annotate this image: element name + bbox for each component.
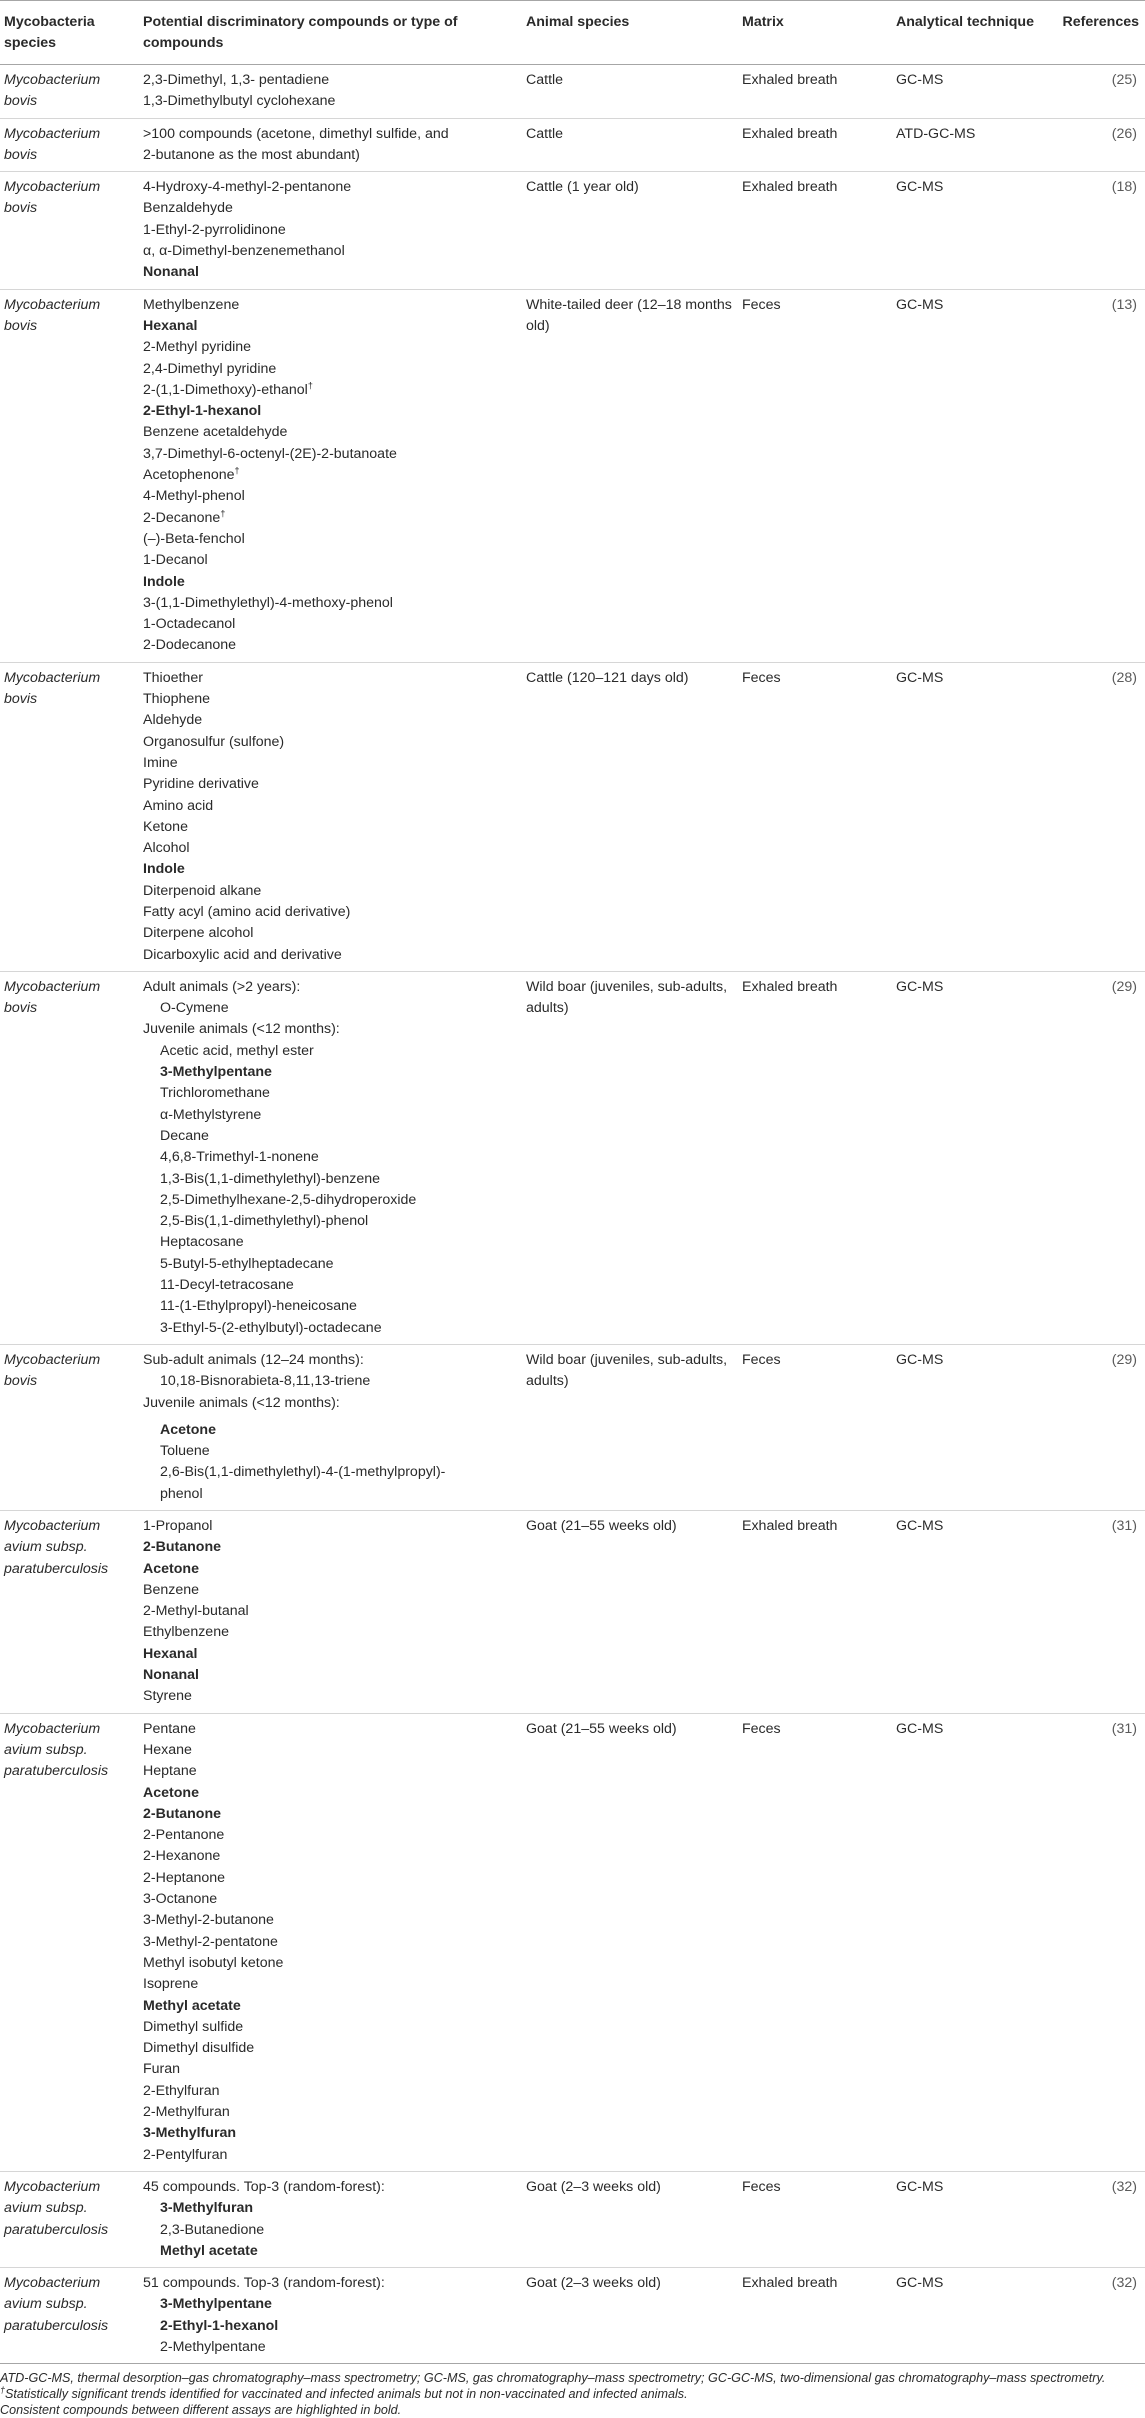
compound: 4,6,8-Trimethyl-1-nonene [160, 1149, 319, 1166]
species-cell: Mycobacterium bovis [0, 289, 139, 662]
technique-cell: GC-MS [892, 2268, 1045, 2364]
compound: Hexane [143, 1741, 192, 1758]
compound-highlighted: 3-Methylpentane [160, 1064, 272, 1081]
compound-highlighted: 2-Butanone [143, 1805, 222, 1822]
compound: 3,7-Dimethyl-6-octenyl-(2E)-2-butanoate [143, 445, 397, 462]
matrix-cell: Exhaled breath [738, 2268, 892, 2364]
compound-highlighted: Indole [143, 861, 185, 878]
compound: Acetophenone† [143, 465, 240, 484]
compound: Dimethyl disulfide [143, 2040, 255, 2057]
compound-highlighted: 2-Ethyl-1-hexanol [160, 2317, 279, 2334]
compound: Styrene [143, 1688, 192, 1705]
compound: 2-butanone as the most abundant) [143, 146, 360, 163]
matrix-cell: Feces [738, 1344, 892, 1510]
compound: O-Cymene [160, 1000, 229, 1017]
table-row [0, 1511, 1145, 1714]
compound: Alcohol [143, 840, 190, 857]
compound-highlighted: Acetone [160, 1421, 216, 1438]
compound-highlighted: Methyl acetate [143, 1997, 241, 2014]
header-references: References [1045, 1, 1145, 65]
table-footnotes [0, 2364, 1145, 2418]
compound: 3-(1,1-Dimethylethyl)-4-methoxy-phenol [143, 594, 393, 611]
compound-highlighted: Methyl acetate [160, 2242, 258, 2259]
compound: Ethylbenzene [143, 1624, 229, 1641]
reference-cell: (25) [1045, 65, 1145, 119]
species-cell: Mycobacterium avium subsp. paratuberculosis [0, 1713, 139, 2171]
footnote-abbreviations: ATD-GC-MS, thermal desorption–gas chromatography–mass spectrometry; GC-MS, gas chromatography–mass spectrometry; GC-GC-MS, two-dimensional gas chromatography–mass spectrometry. [0, 2371, 1106, 2386]
animal-cell: White-tailed deer (12–18 months old) [522, 289, 738, 662]
table-row [0, 662, 1145, 971]
compound: Thiophene [143, 691, 211, 708]
group-label: Sub-adult animals (12–24 months): [143, 1351, 364, 1368]
compound: Furan [143, 2061, 181, 2078]
compound: Organosulfur (sulfone) [143, 733, 285, 750]
reference-cell: (13) [1045, 289, 1145, 662]
compounds-cell [139, 1511, 522, 1714]
compound: 11-(1-Ethylpropyl)-heneicosane [160, 1298, 357, 1315]
table-header-row [0, 1, 1145, 65]
compound: 2-Methyl pyridine [143, 339, 252, 356]
table-row [0, 172, 1145, 289]
table-row [0, 2268, 1145, 2364]
compounds-cell [139, 1344, 522, 1510]
compound-highlighted: Acetone [143, 1560, 199, 1577]
technique-cell: GC-MS [892, 1713, 1045, 2171]
compound: Methyl isobutyl ketone [143, 1954, 284, 1971]
header-compounds: Potential discriminatory compounds or type of compounds [139, 1, 522, 65]
table-row [0, 971, 1145, 1344]
compound: 2-Methylpentane [160, 2338, 266, 2355]
animal-cell: Goat (21–55 weeks old) [522, 1713, 738, 2171]
species-cell: Mycobacterium bovis [0, 65, 139, 119]
animal-cell: Cattle (1 year old) [522, 172, 738, 289]
compound: 2-Methyl-butanal [143, 1603, 249, 1620]
compounds-cell [139, 172, 522, 289]
reference-cell: (26) [1045, 118, 1145, 172]
compound-highlighted: Hexanal [143, 1645, 198, 1662]
compound: 1-Decanol [143, 552, 208, 569]
animal-cell: Wild boar (juveniles, sub-adults, adults) [522, 1344, 738, 1510]
compound: 2,6-Bis(1,1-dimethylethyl)-4-(1-methylpropyl)- [160, 1464, 446, 1481]
table-row [0, 118, 1145, 172]
compound: 2-Pentylfuran [143, 2146, 228, 2163]
compound: 3-Methyl-2-butanone [143, 1912, 274, 1929]
compound: Benzaldehyde [143, 200, 233, 217]
species-cell: Mycobacterium avium subsp. paratuberculosis [0, 2268, 139, 2364]
compound: α-Methylstyrene [160, 1106, 262, 1123]
compounds-cell [139, 1713, 522, 2171]
compound-highlighted: Nonanal [143, 1667, 199, 1684]
species-cell: Mycobacterium bovis [0, 971, 139, 1344]
compound: Benzene [143, 1581, 200, 1598]
matrix-cell: Exhaled breath [738, 118, 892, 172]
compounds-cell [139, 118, 522, 172]
compound: Trichloromethane [160, 1085, 270, 1102]
matrix-cell: Feces [738, 289, 892, 662]
table-row [0, 1713, 1145, 2171]
compounds-cell [139, 65, 522, 119]
species-cell: Mycobacterium bovis [0, 662, 139, 971]
compound: 2-Ethylfuran [143, 2082, 220, 2099]
group-label: 45 compounds. Top-3 (random-forest): [143, 2178, 385, 2195]
matrix-cell: Exhaled breath [738, 172, 892, 289]
group-label: Adult animals (>2 years): [143, 978, 301, 995]
technique-cell: GC-MS [892, 2171, 1045, 2267]
reference-cell: (29) [1045, 1344, 1145, 1510]
compound: 2-Pentanone [143, 1827, 225, 1844]
compounds-cell [139, 289, 522, 662]
matrix-cell: Exhaled breath [738, 971, 892, 1344]
compound: 2-Hexanone [143, 1848, 221, 1865]
compound: Pentane [143, 1720, 196, 1737]
technique-cell: GC-MS [892, 172, 1045, 289]
technique-cell: GC-MS [892, 662, 1045, 971]
compound: 3-Ethyl-5-(2-ethylbutyl)-octadecane [160, 1319, 382, 1336]
compound: Aldehyde [143, 712, 203, 729]
compound-highlighted: 3-Methylfuran [143, 2125, 237, 2142]
compound: Decane [160, 1127, 209, 1144]
compound: 11-Decyl-tetracosane [160, 1277, 294, 1294]
compound-highlighted: Nonanal [143, 264, 199, 281]
technique-cell: GC-MS [892, 289, 1045, 662]
compound: Pyridine derivative [143, 776, 259, 793]
compound: 1,3-Dimethylbutyl cyclohexane [143, 93, 336, 110]
compound: 1,3-Bis(1,1-dimethylethyl)-benzene [160, 1170, 381, 1187]
species-cell: Mycobacterium avium subsp. paratuberculosis [0, 2171, 139, 2267]
compounds-cell [139, 662, 522, 971]
compound: Heptacosane [160, 1234, 244, 1251]
compound: 1-Propanol [143, 1518, 213, 1534]
compound: 2-Methylfuran [143, 2104, 230, 2121]
compound: 10,18-Bisnorabieta-8,11,13-triene [160, 1373, 371, 1390]
compound: Amino acid [143, 797, 214, 814]
compound-highlighted: 3-Methylfuran [160, 2200, 254, 2217]
compound-highlighted: Acetone [143, 1784, 199, 1801]
reference-cell: (31) [1045, 1713, 1145, 2171]
dagger-mark: † [234, 465, 240, 476]
compound: Dicarboxylic acid and derivative [143, 946, 342, 963]
compound: phenol [160, 1485, 203, 1502]
group-label: 51 compounds. Top-3 (random-forest): [143, 2275, 385, 2292]
header-technique: Analytical technique [892, 1, 1045, 65]
compound-highlighted: 3-Methylpentane [160, 2296, 272, 2313]
header-matrix: Matrix [738, 1, 892, 65]
species-cell: Mycobacterium avium subsp. paratuberculosis [0, 1511, 139, 1714]
footnote-bold-note: Consistent compounds between different assays are highlighted in bold. [0, 2403, 402, 2418]
technique-cell: GC-MS [892, 971, 1045, 1344]
animal-cell: Cattle (120–121 days old) [522, 662, 738, 971]
header-animal: Animal species [522, 1, 738, 65]
compound: Diterpenoid alkane [143, 882, 262, 899]
reference-cell: (28) [1045, 662, 1145, 971]
dagger-mark: † [307, 380, 313, 391]
compound: 2-(1,1-Dimethoxy)-ethanol† [143, 380, 313, 398]
compound-highlighted: 2-Ethyl-1-hexanol [143, 403, 262, 420]
compound-highlighted: 2-Butanone [143, 1539, 222, 1556]
species-cell: Mycobacterium bovis [0, 118, 139, 172]
compound: Heptane [143, 1763, 197, 1780]
compound: Imine [143, 754, 178, 771]
table-row [0, 1344, 1145, 1510]
compound: >100 compounds (acetone, dimethyl sulfide, and [143, 125, 449, 142]
dagger-mark: † [220, 507, 226, 518]
compound-highlighted: Hexanal [143, 317, 198, 334]
compound: Methylbenzene [143, 296, 240, 313]
animal-cell: Goat (2–3 weeks old) [522, 2171, 738, 2267]
reference-cell: (31) [1045, 1511, 1145, 1714]
technique-cell: GC-MS [892, 65, 1045, 119]
compound: Isoprene [143, 1976, 199, 1993]
compound: Acetic acid, methyl ester [160, 1042, 314, 1059]
compound: Diterpene alcohol [143, 925, 254, 942]
reference-cell: (18) [1045, 172, 1145, 289]
table-row [0, 289, 1145, 662]
technique-cell: GC-MS [892, 1511, 1045, 1714]
compound: Benzene acetaldehyde [143, 424, 288, 441]
compounds-cell [139, 2171, 522, 2267]
animal-cell: Wild boar (juveniles, sub-adults, adults) [522, 971, 738, 1344]
table-row [0, 2171, 1145, 2267]
matrix-cell: Feces [738, 1713, 892, 2171]
matrix-cell: Exhaled breath [738, 1511, 892, 1714]
compound: 5-Butyl-5-ethylheptadecane [160, 1255, 334, 1272]
header-species: Mycobacteria species [0, 1, 139, 65]
compound: 1-Octadecanol [143, 616, 236, 633]
compound: 2-Heptanone [143, 1869, 226, 1886]
compound: 2,5-Dimethylhexane-2,5-dihydroperoxide [160, 1191, 417, 1208]
reference-cell: (29) [1045, 971, 1145, 1344]
animal-cell: Cattle [522, 118, 738, 172]
compound: 2,3-Butanedione [160, 2221, 265, 2238]
compound: (–)-Beta-fenchol [143, 530, 245, 547]
compound: Thioether [143, 669, 203, 686]
compound-highlighted: Indole [143, 573, 185, 590]
species-cell: Mycobacterium bovis [0, 1344, 139, 1510]
compounds-cell [139, 2268, 522, 2364]
compound: Ketone [143, 818, 188, 835]
compound: 3-Methyl-2-pentatone [143, 1933, 278, 1950]
compound: 4-Methyl-phenol [143, 488, 245, 505]
compound: 2,4-Dimethyl pyridine [143, 360, 277, 377]
technique-cell: GC-MS [892, 1344, 1045, 1510]
compound: Fatty acyl (amino acid derivative) [143, 903, 351, 920]
reference-cell: (32) [1045, 2268, 1145, 2364]
species-cell: Mycobacterium bovis [0, 172, 139, 289]
table-row [0, 65, 1145, 119]
compound: Toluene [160, 1443, 210, 1460]
dagger-mark: † [0, 2385, 6, 2396]
compounds-cell [139, 971, 522, 1344]
compound: α, α-Dimethyl-benzenemethanol [143, 243, 345, 260]
matrix-cell: Feces [738, 662, 892, 971]
reference-cell: (32) [1045, 2171, 1145, 2267]
footnote-dagger: †Statistically significant trends identified for vaccinated and infected animals but not in non-vaccinated and infected animals. [0, 2385, 688, 2402]
animal-cell: Cattle [522, 65, 738, 119]
compound: 2-Dodecanone [143, 637, 237, 654]
compound: 1-Ethyl-2-pyrrolidinone [143, 221, 286, 238]
animal-cell: Goat (21–55 weeks old) [522, 1511, 738, 1714]
compound: 2,3-Dimethyl, 1,3- pentadiene [143, 72, 330, 88]
compound: 2,5-Bis(1,1-dimethylethyl)-phenol [160, 1213, 369, 1230]
matrix-cell: Exhaled breath [738, 65, 892, 119]
group-label: Juvenile animals (<12 months): [143, 1394, 340, 1411]
compound: 3-Octanone [143, 1891, 218, 1908]
matrix-cell: Feces [738, 2171, 892, 2267]
compound: 4-Hydroxy-4-methyl-2-pentanone [143, 179, 352, 196]
compound: Dimethyl sulfide [143, 2018, 244, 2035]
technique-cell: ATD-GC-MS [892, 118, 1045, 172]
group-label: Juvenile animals (<12 months): [143, 1021, 340, 1038]
animal-cell: Goat (2–3 weeks old) [522, 2268, 738, 2364]
compound: 2-Decanone† [143, 507, 226, 526]
